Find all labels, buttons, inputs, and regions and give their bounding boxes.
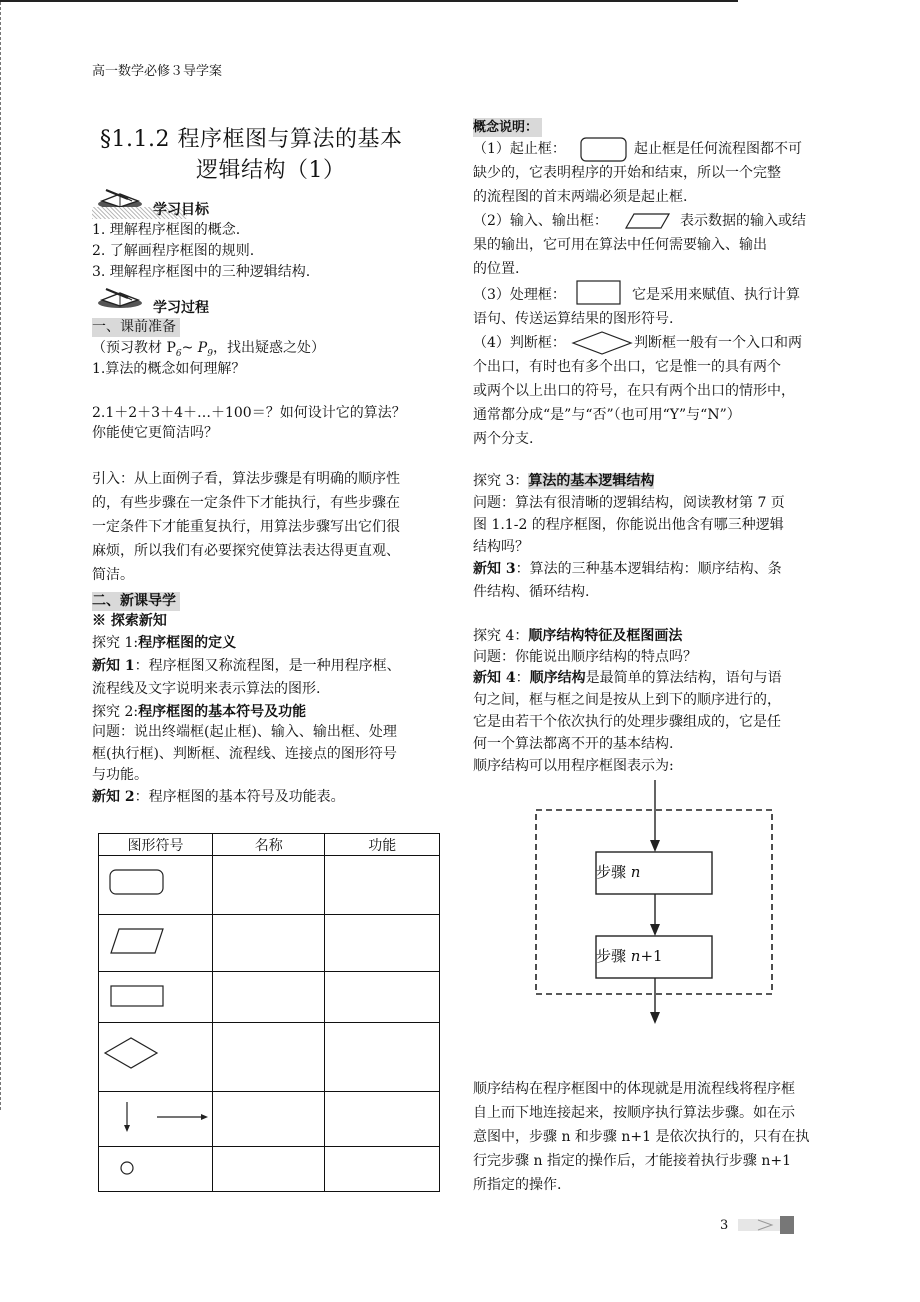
explore-4: 探究 4：顺序结构特征及框图画法 <box>473 628 683 644</box>
goal-item-1: 1. 理解程序框图的概念. <box>92 222 241 238</box>
page-corner-decoration <box>738 1216 796 1234</box>
connector-circle-icon <box>99 1147 211 1187</box>
explore-3-question: 结构吗？ <box>473 539 529 555</box>
new-lesson-heading: 二、新课导学 <box>92 592 180 611</box>
concept-text: 语句、传送运算结果的图形符号. <box>473 311 674 327</box>
io-parallelogram-icon <box>99 915 211 967</box>
closing-line: 顺序结构在程序框图中的体现就是用流程线将程序框 <box>473 1081 795 1097</box>
lesson-title-line2: 逻辑结构（1） <box>196 158 346 183</box>
concept-text: 个出口，有时也有多个出口，它是惟一的具有两个 <box>473 359 781 375</box>
book-pen-icon <box>94 284 146 310</box>
table-header: 名称 <box>212 834 325 856</box>
intro-line: 一定条件下才能重复执行，用算法步骤写出它们很 <box>92 519 400 535</box>
concept-text: 的位置. <box>473 261 520 277</box>
sequence-structure-diagram <box>520 780 790 1030</box>
decision-diamond-icon <box>99 1023 211 1087</box>
explore-3-question: 图 1.1-2 的程序框图，你能说出他含有哪三种逻辑 <box>473 517 784 533</box>
concept-text: 两个分支. <box>473 431 534 447</box>
goal-item-3: 3. 理解程序框图中的三种逻辑结构. <box>92 264 311 280</box>
new-knowledge-4c: 它是由若干个依次执行的处理步骤组成的，它是任 <box>473 714 781 730</box>
table-row <box>99 972 440 1023</box>
explore-2-question: 框(执行框)、判断框、流程线、连接点的图形符号 <box>92 746 397 762</box>
new-knowledge-4a: 新知 4：顺序结构是最简单的算法结构，语句与语 <box>473 670 782 686</box>
table-row <box>99 915 440 972</box>
new-knowledge-4d: 何一个算法都离不开的基本结构. <box>473 736 674 752</box>
table-header: 功能 <box>325 834 440 856</box>
concept-start-b: 起止框是任何流程图都不可 <box>634 141 802 157</box>
io-parallelogram-icon <box>624 212 672 230</box>
process-rect-icon <box>576 280 622 306</box>
closing-line: 所指定的操作. <box>473 1177 562 1193</box>
prep-question-2a: 2.1＋2＋3＋4＋…＋100＝？如何设计它的算法？ <box>92 405 406 421</box>
intro-line: 麻烦，所以我们有必要探究使算法表达得更直观、 <box>92 543 400 559</box>
concept-start-a: （1）起止框： <box>473 141 566 157</box>
lesson-title-line1: §1.1.2 程序框图与算法的基本 <box>100 127 403 152</box>
concept-text: 缺少的，它表明程序的开始和结束，所以一个完整 <box>473 165 781 181</box>
new-knowledge-3a: 新知 3：算法的三种基本逻辑结构：顺序结构、条 <box>473 561 782 577</box>
study-goals-heading: 学习目标 <box>153 202 209 218</box>
explore-3: 探究 3：算法的基本逻辑结构 <box>473 473 655 489</box>
new-knowledge-2: 新知 2：程序框图的基本符号及功能表。 <box>92 789 345 805</box>
process-rect-icon <box>99 972 211 1018</box>
prep-preview: （预习教材 $P_6\sim$ $P_9$，找出疑惑之处） <box>92 340 325 359</box>
explore-2-question: 与功能。 <box>92 767 148 783</box>
new-knowledge-1b: 流程线及文字说明来表示算法的图形. <box>92 681 321 697</box>
new-knowledge-3b: 件结构、循环结构. <box>473 584 590 600</box>
header-title: 高一数学必修３导学案 <box>92 64 223 79</box>
intro-line: 引入：从上面例子看，算法步骤是有明确的顺序性 <box>92 471 400 487</box>
concept-io-b: 表示数据的输入或结 <box>680 213 806 229</box>
decision-diamond-icon <box>571 330 633 356</box>
terminal-symbol-icon <box>99 856 211 910</box>
intro-line: 简洁。 <box>92 567 134 583</box>
explore-4-question: 问题：你能说出顺序结构的特点吗？ <box>473 649 697 665</box>
concepts-heading: 概念说明： <box>473 118 542 137</box>
new-knowledge-4b: 句之间，框与框之间是按从上到下的顺序进行的， <box>473 692 781 708</box>
goal-item-2: 2. 了解画程序框图的规则. <box>92 243 255 259</box>
concept-text: 果的输出，它可用在算法中任何需要输入、输出 <box>473 237 767 253</box>
diagram-intro: 顺序结构可以用程序框图表示为: <box>473 758 674 774</box>
concept-dec-a: （4）判断框： <box>473 335 566 351</box>
diagram-step-n-plus-1: 步骤 n+1 <box>596 947 663 965</box>
closing-line: 行完步骤 n 指定的操作后，才能接着执行步骤 n+1 <box>473 1153 792 1169</box>
table-row <box>99 1147 440 1192</box>
explore-heading: ※ 探索新知 <box>92 613 167 629</box>
explore-1: 探究 1:程序框图的定义 <box>92 635 237 651</box>
terminal-symbol-icon <box>580 137 628 163</box>
page-number: 3 <box>720 1218 729 1233</box>
concept-dec-b: 判断框一般有一个入口和两 <box>634 335 802 351</box>
prep-question-2b: 你能使它更简洁吗？ <box>92 425 218 441</box>
intro-line: 的，有些步骤在一定条件下才能执行，有些步骤在 <box>92 495 400 511</box>
explore-2: 探究 2:程序框图的基本符号及功能 <box>92 704 307 720</box>
table-row <box>99 856 440 915</box>
table-row <box>99 1092 440 1147</box>
explore-2-question: 问题：说出终端框(起止框)、输入、输出框、处理 <box>92 724 397 740</box>
symbol-table <box>98 833 440 1192</box>
closing-line: 意图中，步骤 n 和步骤 n+1 是依次执行的，只有在执 <box>473 1129 810 1145</box>
concept-text: 的流程图的首末两端必须是起止框. <box>473 189 688 205</box>
concept-text: 或两个以上出口的符号，在只有两个出口的情形中， <box>473 383 795 399</box>
explore-3-question: 问题：算法有很清晰的逻辑结构，阅读教材第 7 页 <box>473 495 785 511</box>
table-header: 图形符号 <box>99 834 213 856</box>
concept-proc-b: 它是采用来赋值、执行计算 <box>632 287 800 303</box>
concept-proc-a: （3）处理框： <box>473 287 566 303</box>
concept-io-a: （2）输入、输出框： <box>473 213 608 229</box>
concept-text: 通常都分成“是”与“否”（也可用“Y”与“N”） <box>473 407 741 423</box>
diagram-step-n: 步骤 n <box>596 863 641 881</box>
prep-question-1: 1.算法的概念如何理解？ <box>92 361 246 377</box>
flow-line-arrows-icon <box>99 1092 211 1142</box>
new-knowledge-1a: 新知 1：程序框图又称流程图，是一种用程序框、 <box>92 658 401 674</box>
closing-line: 自上而下地连接起来，按顺序执行算法步骤。如在示 <box>473 1105 795 1121</box>
study-process-heading: 学习过程 <box>153 300 209 316</box>
prep-heading: 一、课前准备 <box>92 318 180 337</box>
table-row <box>99 1023 440 1092</box>
